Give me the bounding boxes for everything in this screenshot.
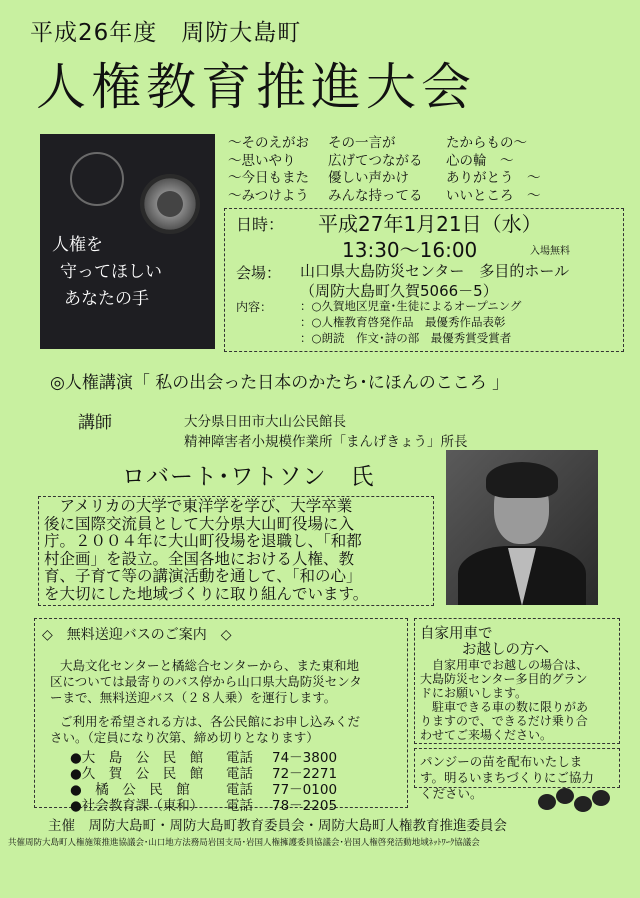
speaker-photo (446, 450, 598, 605)
event-date: 平成27年1月21日（水） (318, 212, 542, 236)
slogan-part: その一言が (328, 135, 396, 151)
contact-tel: 74－3800 (272, 750, 338, 766)
slogan-part: みんな持ってる (328, 187, 423, 204)
slogan-row (228, 135, 541, 153)
speaker-name: ロバート･ワトソン 氏 (122, 464, 375, 490)
slogan-part: 心の輪 ～ (446, 152, 514, 169)
bus-text: ご利用を希望される方は、各公民館にお申し込みくだ (60, 714, 361, 729)
poster-line: 人権を (52, 235, 103, 255)
slogan-row (228, 188, 541, 206)
poster-image (40, 134, 215, 349)
slogan-part: たからもの～ (446, 135, 527, 151)
slogan-part: いいところ ～ (446, 187, 541, 204)
lecturer-affiliation: 大分県日田市大山公民館長 (184, 414, 346, 430)
slogan-part: ～みつけよう (228, 187, 309, 204)
cosponsors: 共催周防大島町人権施策推進協議会･山口地方法務局岩国支局･岩国人権擁護委員協議会･岩国人権啓発活動地域ﾈｯﾄﾜｰｸ協議会 (8, 838, 480, 848)
slogan-part: ありがとう ～ (446, 170, 541, 186)
contact-tel-label: 電話 (226, 798, 253, 814)
car-text: 自家用車でお越しの場合は、 (420, 658, 589, 672)
bus-text: さい。（定員になり次第、締め切りとなります） (50, 730, 319, 745)
content-item: ：○久賀地区児童･生徒によるオープニング (300, 299, 522, 313)
bio-line: 育、子育て等の講演活動を通して、「和の心」 (44, 567, 362, 585)
contact-name: ●社会教育課（東和） (70, 798, 204, 814)
contact-tel: 78－2205 (272, 798, 338, 814)
bio-line: を大切にした地域づくりに取り組んでいます。 (44, 584, 369, 603)
slogans (228, 135, 541, 205)
pansy-text: パンジーの苗を配布いたしま (420, 754, 583, 769)
date-label: 日時： (236, 215, 285, 234)
free-admission: 入場無料 (530, 246, 570, 257)
poster-line: 守ってほしい (60, 262, 162, 282)
pansy-text: ください。 (420, 786, 483, 801)
car-heading: 自家用車で (420, 626, 493, 642)
organizers: 主催 周防大島町・周防大島町教育委員会・周防大島町人権教育推進委員会 (48, 818, 507, 834)
event-title: 人権教育推進大会 (36, 58, 476, 116)
contact-tel: 77－0100 (272, 782, 338, 798)
poster-text (52, 232, 162, 313)
bus-text: ーまで、無料送迎バス（２８人乗）を運行します。 (50, 690, 337, 705)
slogan-part: ～思いやり (228, 152, 296, 169)
speaker-bio (44, 498, 428, 603)
pansy-text: す。明るいまちづくりにご協力 (420, 770, 594, 785)
bus-text: 大島文化センターと橘総合センターから、また東和地 (60, 658, 360, 673)
bus-text: 区については最寄りのバス停から山口県大島防災センタ (50, 674, 362, 689)
car-text: 駐車できる車の数に限りがあ (420, 700, 589, 714)
bio-line: アメリカの大学で東洋学を学び、大学卒業 (44, 497, 353, 515)
slogan-part: 広げてつながる (328, 152, 423, 169)
lecturer-label: 講師 (78, 413, 112, 433)
contact-tel-label: 電話 (226, 782, 253, 798)
bio-line: 村企画」を設立。全国各地における人権、教 (44, 549, 355, 568)
event-subtitle: 平成26年度 周防大島町 (30, 20, 302, 46)
contact-tel-label: 電話 (226, 766, 253, 782)
venue-label: 会場： (236, 264, 282, 282)
car-text: ドにお願いします。 (420, 686, 528, 700)
content-item: ：○朗読 作文･詩の部 最優秀賞受賞者 (300, 331, 512, 345)
lecturer-affiliation: 精神障害者小規模作業所「まんげきょう」所長 (184, 434, 468, 450)
contact-tel: 72－2271 (272, 766, 338, 782)
car-text: りますので、できるだけ乗り合 (420, 714, 588, 728)
content-item: ：○人権教育啓発作品 最優秀作品表彰 (300, 315, 506, 329)
slogan-part: ～今日もまた (228, 170, 309, 186)
car-text: 大島防災センター多目的グラン (420, 672, 588, 686)
sunflower-icon (140, 174, 200, 234)
car-heading: お越しの方へ (462, 642, 549, 658)
slogan-part: ～そのえがお (228, 135, 309, 151)
slogan-part: 優しい声かけ (328, 170, 409, 186)
event-address: （周防大島町久賀5066－5） (300, 282, 498, 300)
car-text: わせてご来場ください。 (420, 728, 553, 742)
contact-name: ●大 島 公 民 館 (70, 750, 204, 766)
photo-hair (486, 462, 558, 498)
poster-line: あなたの手 (64, 289, 149, 309)
contact-tel-label: 電話 (226, 750, 253, 766)
sun-icon (70, 152, 124, 206)
content-label: 内容： (236, 300, 273, 314)
lecture-title: ◎人権講演「 私の出会った日本のかたち･にほんのこころ 」 (50, 373, 510, 393)
contact-name: ● 橘 公 民 館 (70, 782, 190, 798)
slogan-row (228, 153, 541, 171)
bio-line: 庁。２００４年に大山町役場を退職し、「和都 (44, 532, 362, 550)
event-time: 13:30～16:00 (342, 238, 478, 262)
contact-name: ●久 賀 公 民 館 (70, 766, 204, 782)
event-venue: 山口県大島防災センター 多目的ホール (300, 262, 570, 280)
bus-heading: ◇ 無料送迎バスのご案内 ◇ (42, 627, 232, 643)
bio-line: 後に国際交流員として大分県大山町役場に入 (44, 514, 355, 533)
pansy-flowers-icon (530, 788, 614, 814)
slogan-row (228, 170, 541, 188)
